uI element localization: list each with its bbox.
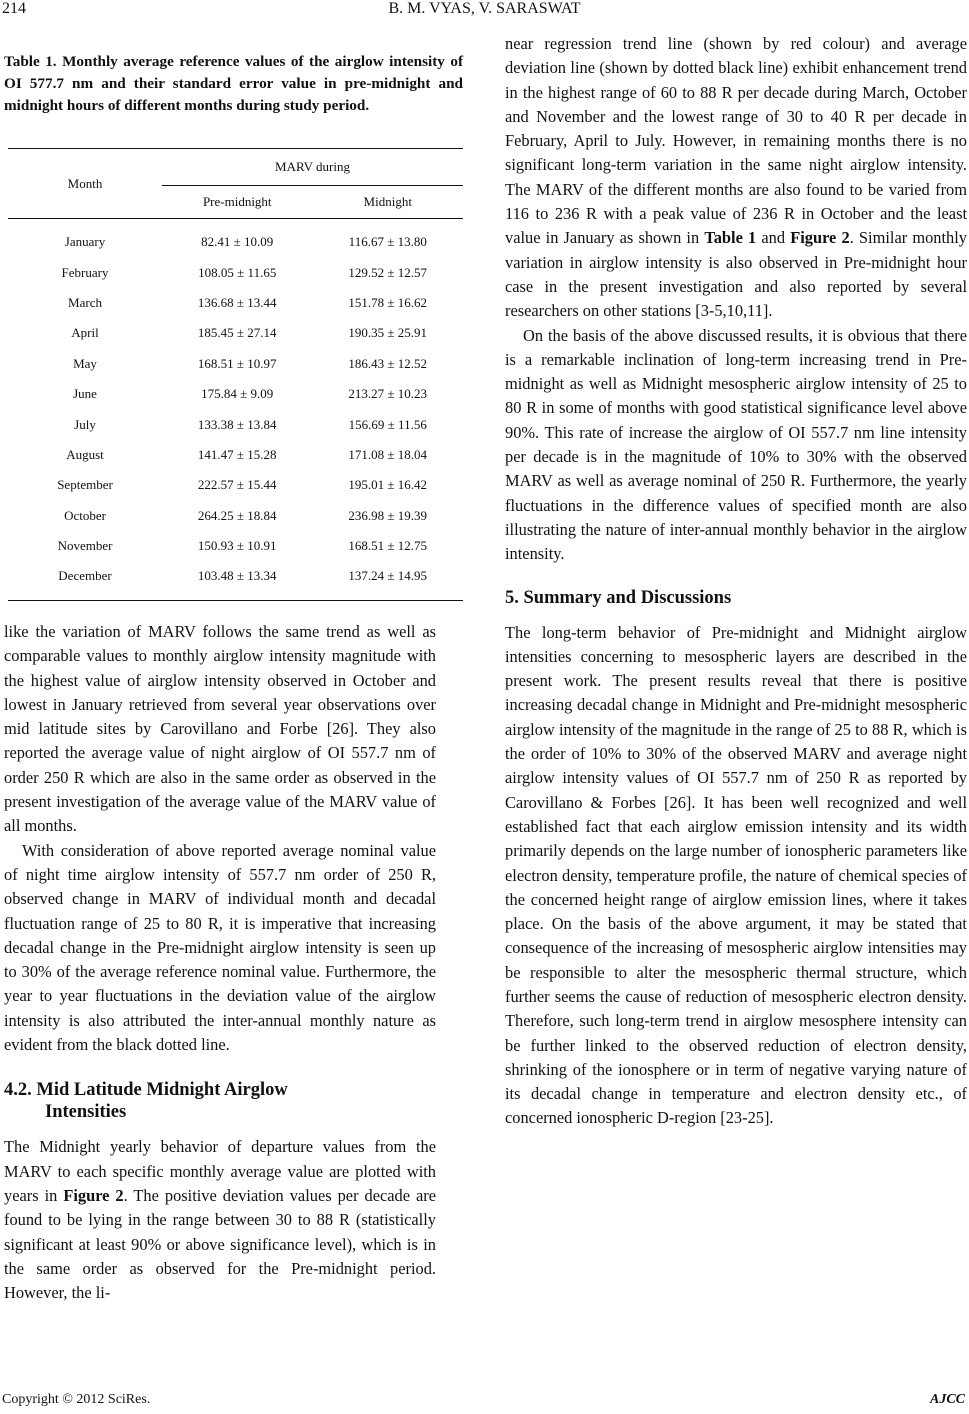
table-row	[8, 561, 463, 591]
cell-midnight: 195.01 ± 16.42	[348, 477, 428, 493]
cell-pre-midnight: 264.25 ± 18.84	[197, 507, 277, 523]
cell-pre-midnight: 82.41 ± 10.09	[201, 234, 274, 250]
cell-pre-midnight: 136.68 ± 13.44	[197, 294, 277, 310]
section-heading-4-2: 4.2. Mid Latitude Midnight Airglow Intensities	[4, 1080, 288, 1123]
cell-midnight: 236.98 ± 19.39	[348, 507, 428, 523]
cell-pre-midnight: 133.38 ± 13.84	[197, 416, 277, 432]
paragraph: The long-term behavior of Pre-midnight and Midnight airglow intensities concerning to mesospheric layers are described in the present work. The present results reveal that there is positive increasing decadal change in Midnight and Pre-midnight mesospheric airglow intensity of the magnitude in the range of 25 to 88 R, which is the order of 10% to 30% of the observed MARV and average night airglow intensity values of OI 557.7 nm of 250 R as reported by Carovillano & Forbes [26]. It has been well recognized and well established fact that each airglow emission intensity and its width primarily depends on the large number of ionospheric parameters like electron density, temperature profile, the nature of chemical species of the concerned height range of airglow emission lines, where it takes place. On the basis of the above argument, it may be stated that consequence of the increasing of mesospheric airglow intensities may be responsible to alter the mesospheric thermal structure, which further seems the cause of reduction of mesospheric electron density. Therefore, such long-term trend in airglow mesosphere intensity can be further linked to the observed reduction of electron density, shrinking of the ionosphere or in term of negative varying nature of its decadal change in temperature and electron density etc., of concerned ionospheric D-region [23-25].	[505, 622, 967, 1128]
cell-month: June	[73, 386, 97, 402]
journal-name: AJCC	[929, 1392, 965, 1407]
table-row	[8, 501, 463, 531]
cell-month: September	[57, 477, 113, 493]
table-caption: Table 1. Monthly average reference values of the airglow intensity of OI 577.7 nm and their standard error value in pre-midnight and midnight hours of different months during study period.	[4, 53, 463, 115]
cell-month: January	[64, 234, 106, 250]
cell-midnight: 186.43 ± 12.52	[348, 355, 428, 371]
section-heading-5: 5. Summary and Discussions	[505, 587, 732, 608]
cell-pre-midnight: 175.84 ± 9.09	[201, 386, 274, 402]
cell-month: July	[74, 416, 96, 432]
table-row	[8, 318, 463, 348]
paragraph: near regression trend line (shown by red colour) and average deviation line (shown by dotted black line) exhibit enhancement trend in the highest range of 60 to 88 R per decade during March, October and November and the lowest range of 30 to 40 R per decade in February, April to July. However, in remaining months there is no significant long-term variation in the same night airglow intensity. The MARV of the different months are also found to be varied from 116 to 236 R with a peak value of 236 R in October and the least value in January as shown in Table 1 and Figure 2. Similar monthly variation in airglow intensity is also observed in Pre-midnight hour case in the present investigation and also reported by several researchers on other stations [3-5,10,11].	[505, 34, 967, 321]
cell-midnight: 129.52 ± 12.57	[348, 264, 428, 280]
page-number: 214	[2, 0, 26, 17]
column-header-midnight: Midnight	[363, 194, 412, 209]
column-header-month: Month	[67, 175, 103, 191]
table-row	[8, 440, 463, 470]
cell-pre-midnight: 222.57 ± 15.44	[197, 477, 277, 493]
cell-pre-midnight: 108.05 ± 11.65	[198, 264, 277, 280]
table-row	[8, 349, 463, 379]
paragraph: With consideration of above reported average nominal value of night time airglow intensity of 557.7 nm order of 250 R, observed change in MARV of individual month and decadal fluctuation range of 25 to 80 R, it is imperative that increasing decadal change in the Pre-midnight airglow intensity is seen up to 30% of the average reference nominal value. Furthermore, the year to year fluctuations in the deviation value of the airglow intensity is also attributed the inter-annual monthly nature as evident from the black dotted line.	[4, 840, 436, 1055]
table-row	[8, 531, 463, 561]
cell-midnight: 168.51 ± 12.75	[348, 538, 428, 554]
cell-month: March	[68, 294, 102, 310]
cell-pre-midnight: 185.45 ± 27.14	[197, 325, 277, 341]
cell-midnight: 190.35 ± 25.91	[348, 325, 428, 341]
cell-pre-midnight: 103.48 ± 13.34	[197, 568, 277, 584]
cell-pre-midnight: 168.51 ± 10.97	[197, 355, 277, 371]
cell-month: November	[57, 538, 113, 554]
marv-table	[8, 148, 463, 601]
table-row	[8, 257, 463, 287]
cell-pre-midnight: 150.93 ± 10.91	[197, 538, 277, 554]
left-body-text	[4, 620, 436, 1305]
table-row	[8, 470, 463, 500]
cell-midnight: 116.67 ± 13.80	[348, 234, 427, 250]
column-group-header: MARV during	[162, 149, 463, 186]
cell-midnight: 137.24 ± 14.95	[348, 568, 428, 584]
table-ref[interactable]: Table 1	[704, 228, 757, 248]
figure-ref[interactable]: Figure 2	[790, 228, 850, 248]
cell-midnight: 171.08 ± 18.04	[348, 446, 428, 462]
cell-midnight: 156.69 ± 11.56	[348, 416, 427, 432]
paragraph: like the variation of MARV follows the same trend as well as comparable values to monthly airglow intensity magnitude with the highest value of airglow intensity observed in October and lowest in January retrieved from several year observations over mid latitude sites by Carovillano and Forbe [26]. They also reported the average value of night airglow of OI 557.7 nm of order 250 R which are also in the same order as observed in the present investigation of the average value of the MARV value of all months.	[4, 622, 436, 836]
table-row	[8, 227, 463, 257]
cell-month: December	[58, 568, 112, 584]
cell-midnight: 213.27 ± 10.23	[348, 386, 428, 402]
column-header-pre-midnight: Pre-midnight	[202, 194, 272, 209]
running-head: B. M. VYAS, V. SARASWAT	[388, 0, 581, 17]
paragraph: The Midnight yearly behavior of departure values from the MARV to each specific monthly average value are plotted with years in Figure 2. The positive deviation values per decade are found to be lying in the range between 30 to 88 R (statistically significant at least 90% or above significance level), which is in the same order as observed for the Pre-midnight period. However, the li-	[4, 1137, 436, 1303]
table-body	[8, 219, 463, 601]
cell-midnight: 151.78 ± 16.62	[348, 294, 428, 310]
cell-month: April	[71, 325, 99, 341]
table-row	[8, 409, 463, 439]
cell-month: October	[64, 507, 106, 523]
cell-pre-midnight: 141.47 ± 15.28	[197, 446, 277, 462]
figure-ref[interactable]: Figure 2	[63, 1185, 124, 1205]
copyright-notice: Copyright © 2012 SciRes.	[2, 1392, 151, 1407]
cell-month: May	[73, 355, 97, 371]
cell-month: August	[66, 446, 104, 462]
table-row	[8, 288, 463, 318]
table-row	[8, 379, 463, 409]
cell-month: February	[61, 264, 109, 280]
paragraph: On the basis of the above discussed results, it is obvious that there is a remarkable inclination of long-term increasing trend in Pre-midnight as well as Midnight mesospheric airglow intensity of 25 to 80 R in some of months with good statistical significance level above 90%. This rate of increase the airglow of OI 557.7 nm line intensity per decade is in the magnitude of 10% to 30% with the observed MARV as well as average nominal of 250 R. Furthermore, the yearly fluctuations in the difference values of specified month are also illustrating the nature of inter-annual monthly behavior in the airglow intensity.	[505, 325, 967, 564]
